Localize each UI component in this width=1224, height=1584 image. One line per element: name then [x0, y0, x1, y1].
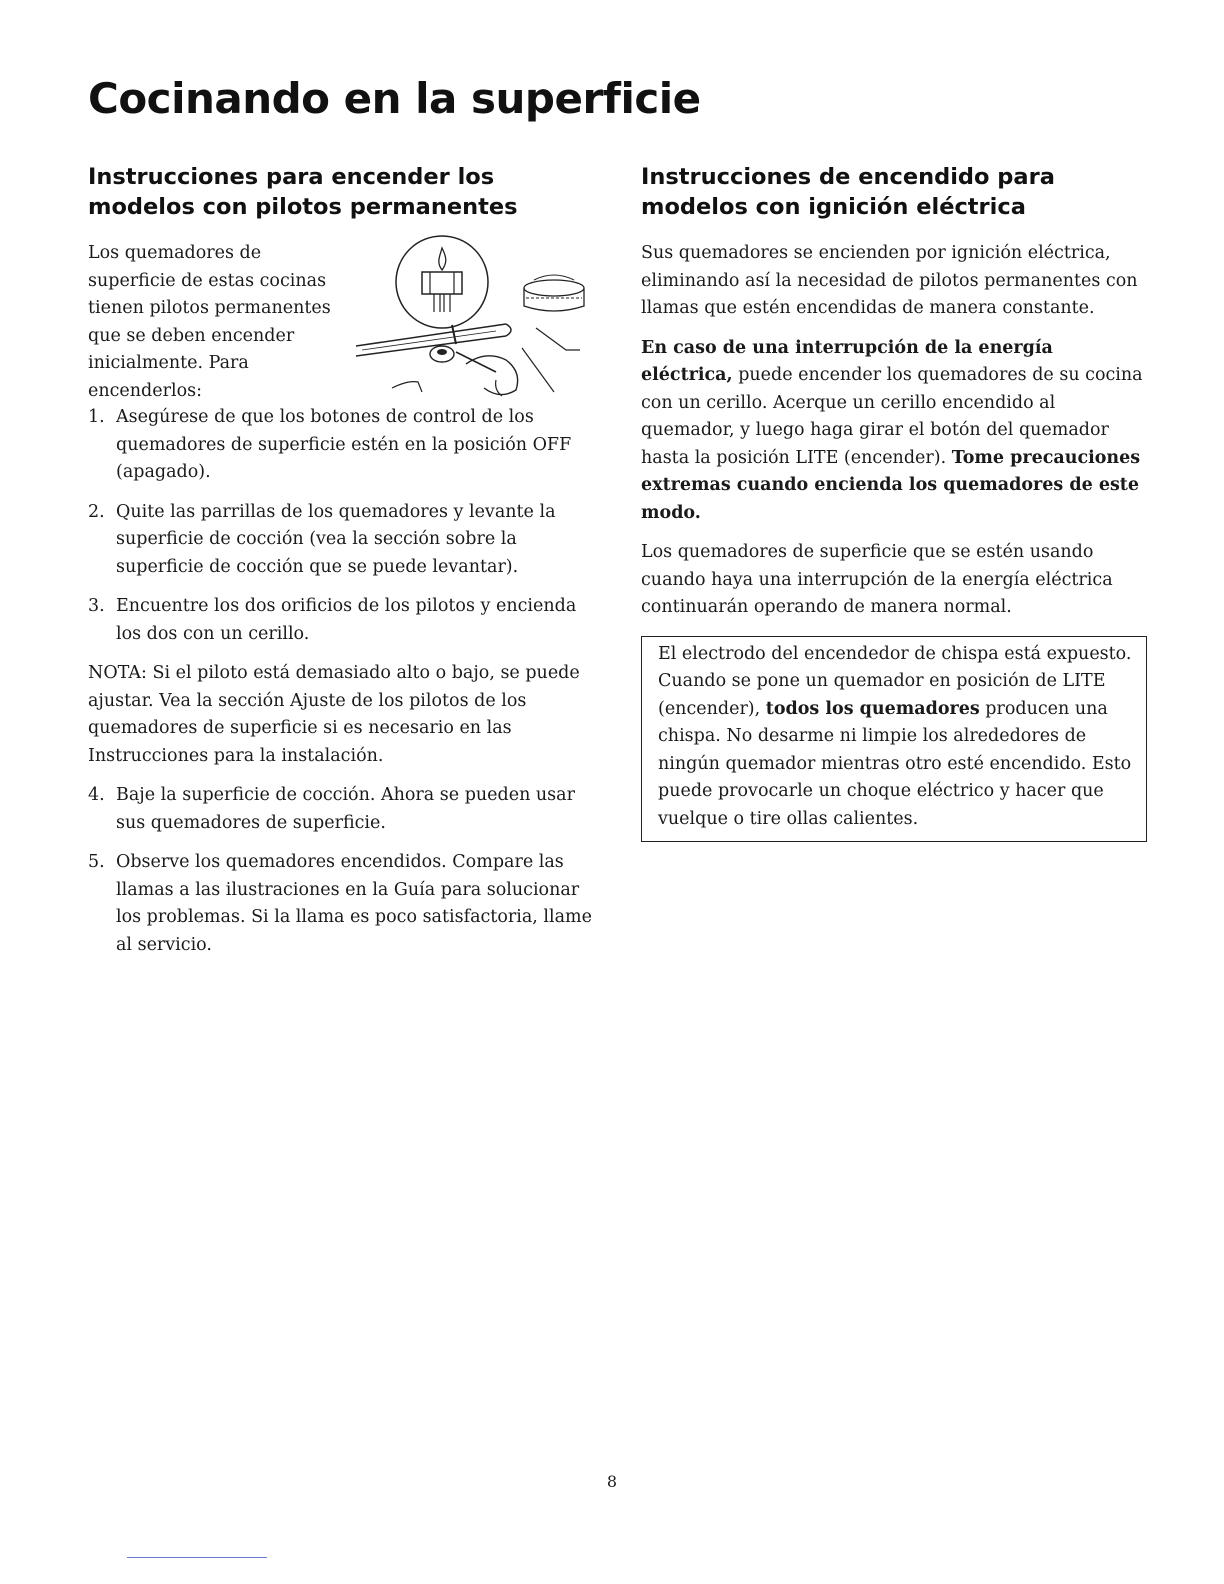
list-item: 3. Encuentre los dos orificios de los pilotos y encienda los dos con un cerillo.	[88, 596, 577, 644]
list-item: 5. Observe los quemadores encendidos. Compare las llamas a las ilustraciones en la Guía para solucionar los problemas. Si la llama es poco satisfactoria, llame al servicio.	[88, 852, 592, 955]
list-item: 4. Baje la superficie de cocción. Ahora se pueden usar sus quemadores de superficie.	[88, 785, 575, 833]
left-column	[88, 162, 596, 971]
pilot-heading-line1: Instrucciones para encender los	[88, 164, 495, 190]
warning-bold: todos los quemadores	[765, 698, 980, 719]
list-item: 1. Asegúrese de que los botones de control de los quemadores de superficie estén en la posición OFF (apagado).	[88, 407, 572, 482]
steps-list-part1	[88, 404, 596, 648]
intro-paragraph: Los quemadores de superficie de estas cocinas tienen pilotos permanentes que se deben encender inicialmente. Para encenderlos:	[88, 243, 331, 401]
steps-list-part2	[88, 782, 596, 959]
warning-box	[641, 636, 1147, 843]
ignition-heading-line2: modelos con ignición eléctrica	[641, 194, 1026, 220]
ignition-section-heading	[641, 162, 1147, 222]
precaution-bold: Tome precauciones extremas cuando encienda los quemadores de este modo.	[641, 447, 1141, 523]
note-paragraph: NOTA: Si el piloto está demasiado alto o bajo, se puede ajustar. Vea la sección Ajuste de los pilotos de los quemadores de superficie si es necesario en las Instrucciones para la instalación.	[88, 663, 580, 766]
bottom-divider	[127, 1557, 267, 1558]
right-column	[641, 162, 1147, 842]
page-title: Cocinando en la superficie	[88, 74, 701, 123]
ignition-heading-line1: Instrucciones de encendido para	[641, 164, 1055, 190]
warning-text: El electrodo del encendedor de chispa está expuesto. Cuando se pone un quemador en posición de LITE (encender), todos los quemadores producen una chispa. No desarme ni limpie los alrededores de ningún quemador mientras otro esté encendido. Esto puede provocarle un choque eléctrico y hacer que vuelque o tire ollas calientes.	[658, 643, 1132, 829]
power-outage-paragraph: En caso de una interrupción de la energía eléctrica, puede encender los quemadores de su cocina con un cerillo. Acerque un cerillo encendido al quemador, y luego haga girar el botón del quemador hasta la posición LITE (encender). Tome precauciones extremas cuando encienda los quemadores de este modo.	[641, 337, 1143, 523]
ignition-paragraph-1: Sus quemadores se encienden por ignición eléctrica, eliminando así la necesidad de pilotos permanentes con llamas que estén encendidas de manera constante.	[641, 243, 1138, 318]
pilot-lighting-illustration-icon	[356, 232, 588, 408]
power-outage-bold-lead: En caso de una interrupción de la energía eléctrica,	[641, 337, 1053, 385]
list-item: 2. Quite las parrillas de los quemadores y levante la superficie de cocción (vea la sección sobre la superficie de cocción que se puede levantar).	[88, 501, 556, 577]
pilot-section-heading	[88, 162, 596, 222]
pilot-heading-line2: modelos con pilotos permanentes	[88, 194, 518, 220]
ignition-paragraph-3: Los quemadores de superficie que se estén usando cuando haya una interrupción de la energía eléctrica continuarán operando de manera normal.	[641, 542, 1113, 617]
page-number: 8	[606, 1472, 618, 1491]
intro-block	[88, 240, 596, 401]
